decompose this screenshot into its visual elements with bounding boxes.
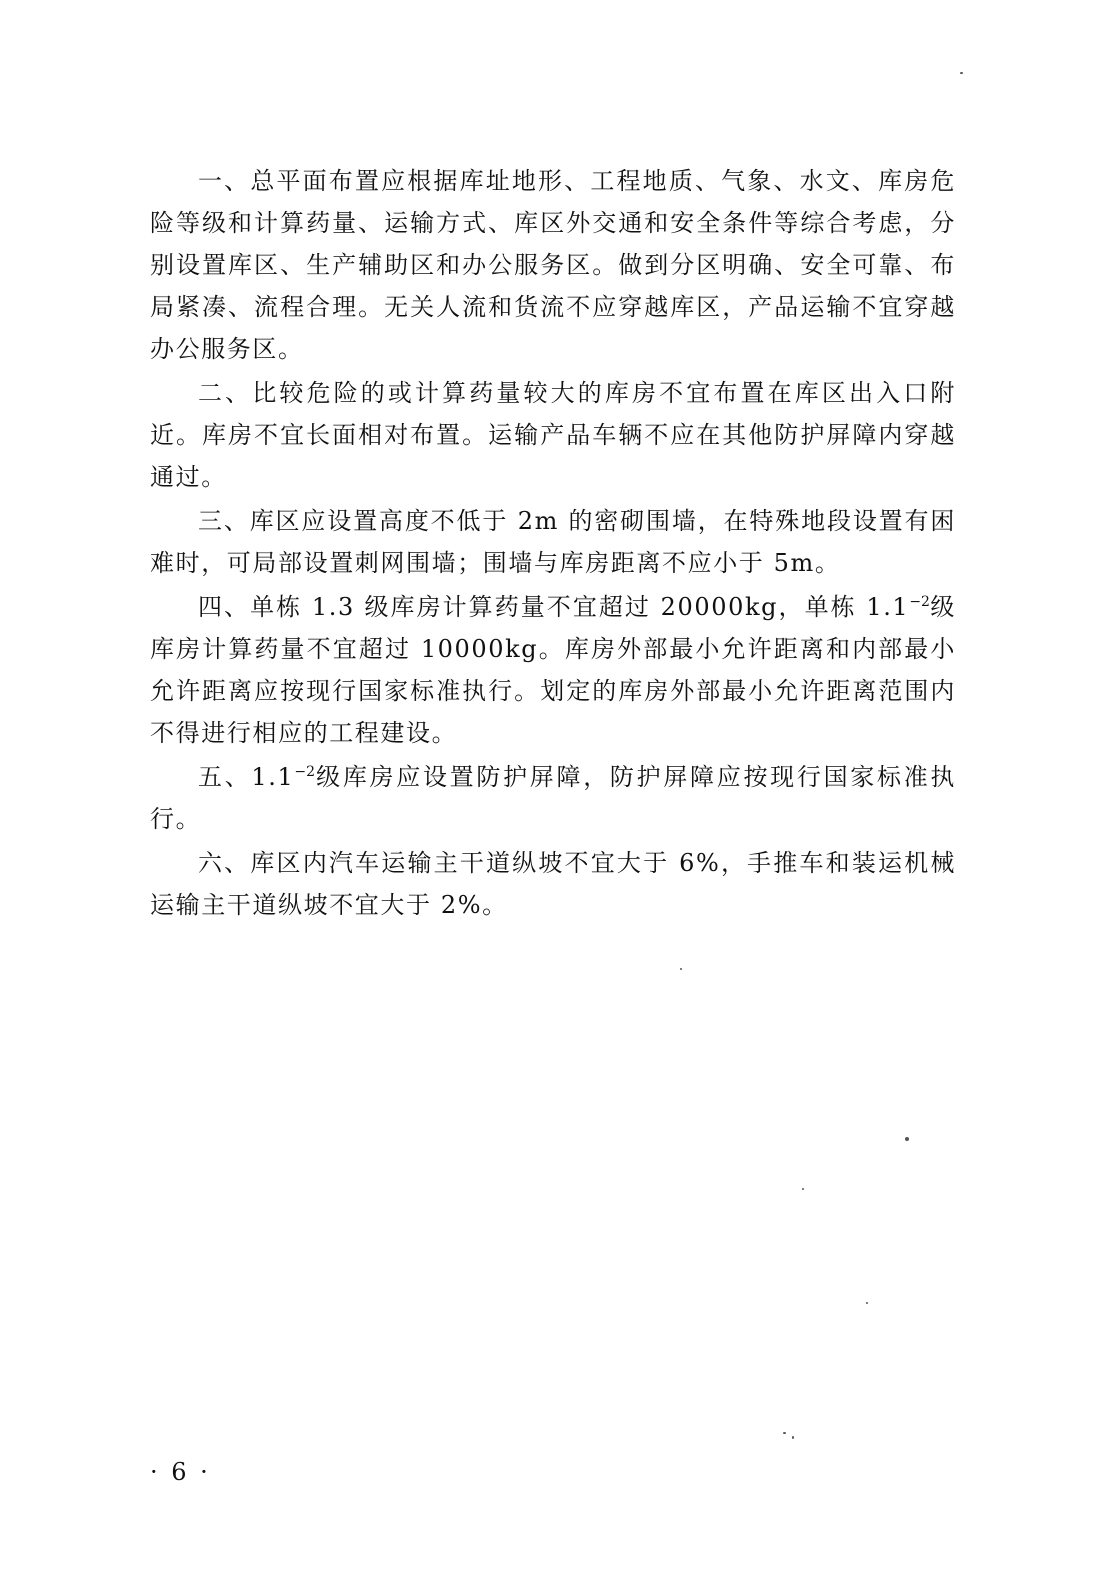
- paragraph-5-part-a: 五、1.1: [198, 763, 295, 791]
- paragraph-5-part-b: 级库房应设置防护屏障，防护屏障应按现行国家标准执行。: [150, 763, 956, 833]
- paragraph-6: 六、库区内汽车运输主干道纵坡不宜大于 6%，手推车和装运机械运输主干道纵坡不宜大于 2%。: [150, 849, 956, 919]
- scan-speck: [802, 1188, 804, 1190]
- paragraph-4-part-a: 四、单栋 1.3 级库房计算药量不宜超过 20000kg，单栋 1.1: [198, 593, 910, 621]
- paragraph-5: [150, 756, 956, 840]
- scan-speck: [680, 968, 682, 970]
- page-number: · 6 ·: [150, 1458, 211, 1486]
- scan-speck: [905, 1137, 909, 1141]
- paragraph-1: 一、总平面布置应根据库址地形、工程地质、气象、水文、库房危险等级和计算药量、运输方式、库区外交通和安全条件等综合考虑，分别设置库区、生产辅助区和办公服务区。做到分区明确、安全可靠、布局紧凑、流程合理。无关人流和货流不应穿越库区，产品运输不宜穿越办公服务区。: [150, 167, 956, 363]
- scan-speck: [866, 1302, 868, 1304]
- body-text: [150, 160, 956, 928]
- scan-speck: [960, 72, 963, 74]
- paragraph-3: 三、库区应设置高度不低于 2m 的密砌围墙，在特殊地段设置有困难时，可局部设置刺网围墙；围墙与库房距离不应小于 5m。: [150, 507, 956, 577]
- paragraph-2: 二、比较危险的或计算药量较大的库房不宜布置在库区出入口附近。库房不宜长面相对布置。运输产品车辆不应在其他防护屏障内穿越通过。: [150, 379, 956, 491]
- paragraph-4-part-b: 级库房计算药量不宜超过 10000kg。库房外部最小允许距离和内部最小允许距离应按现行国家标准执行。划定的库房外部最小允许距离范围内不得进行相应的工程建设。: [150, 593, 956, 747]
- paragraph-4-superscript: −2: [909, 594, 930, 610]
- scan-speck: [792, 1436, 794, 1439]
- paragraph-4: [150, 586, 956, 754]
- paragraph-5-superscript: −2: [294, 764, 316, 780]
- scan-speck: [783, 1432, 786, 1434]
